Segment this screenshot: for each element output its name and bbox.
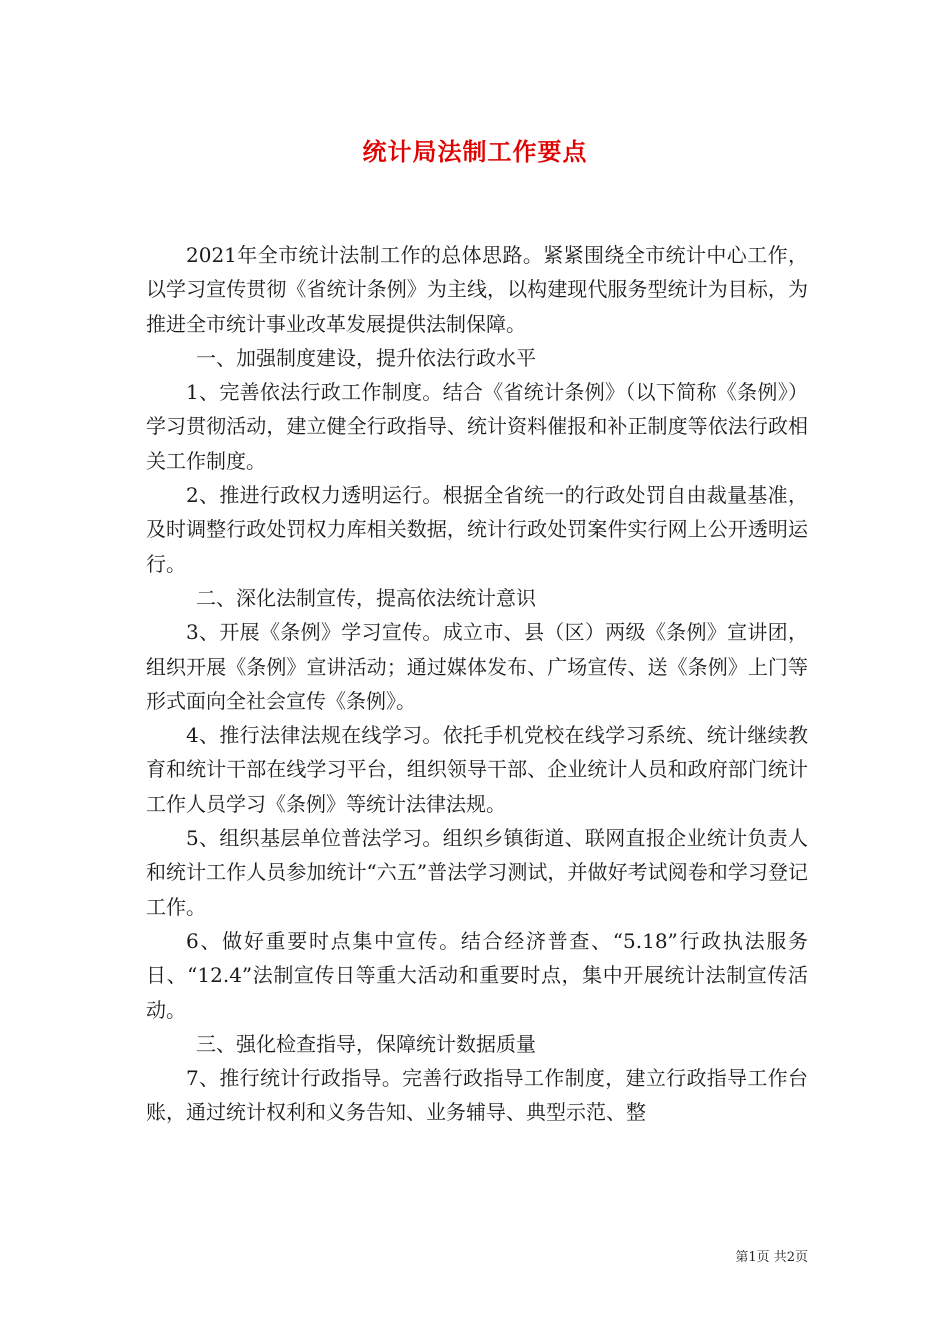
paragraph: 2、推进行政权力透明运行。根据全省统一的行政处罚自由裁量基准，及时调整行政处罚权力库相关数据，统计行政处罚案件实行网上公开透明运行。 [146, 483, 808, 576]
paragraph: 4、推行法律法规在线学习。依托手机党校在线学习系统、统计继续教育和统计干部在线学习平台，组织领导干部、企业统计人员和政府部门统计工作人员学习《条例》等统计法律法规。 [146, 723, 808, 816]
paragraph: 3、开展《条例》学习宣传。成立市、县（区）两级《条例》宣讲团，组织开展《条例》宣讲活动；通过媒体发布、广场宣传、送《条例》上门等形式面向全社会宣传《条例》。 [146, 620, 808, 713]
document-title: 统计局法制工作要点 [362, 137, 588, 166]
section-heading: 三、强化检查指导，保障统计数据质量 [196, 1031, 536, 1056]
paragraph: 5、组织基层单位普法学习。组织乡镇街道、联网直报企业统计负责人和统计工作人员参加统计“六五”普法学习测试，并做好考试阅卷和学习登记工作。 [146, 826, 808, 919]
section-heading: 一、加强制度建设，提升依法行政水平 [196, 345, 536, 370]
paragraph: 1、完善依法行政工作制度。结合《省统计条例》（以下简称《条例》）学习贯彻活动，建立健全行政指导、统计资料催报和补正制度等依法行政相关工作制度。 [146, 380, 808, 473]
page-number: 第1页 共2页 [735, 1250, 808, 1265]
document-body [146, 238, 808, 1130]
paragraph: 2021年全市统计法制工作的总体思路。紧紧围绕全市统计中心工作，以学习宣传贯彻《省统计条例》为主线，以构建现代服务型统计为目标，为推进全市统计事业改革发展提供法制保障。 [146, 243, 808, 336]
paragraph: 6、做好重要时点集中宣传。结合经济普查、“5.18”行政执法服务日、“12.4”法制宣传日等重大活动和重要时点，集中开展统计法制宣传活动。 [146, 928, 808, 1022]
paragraph: 7、推行统计行政指导。完善行政指导工作制度，建立行政指导工作台账，通过统计权利和义务告知、业务辅导、典型示范、整 [146, 1066, 808, 1125]
section-heading: 二、深化法制宣传，提高依法统计意识 [196, 585, 536, 610]
